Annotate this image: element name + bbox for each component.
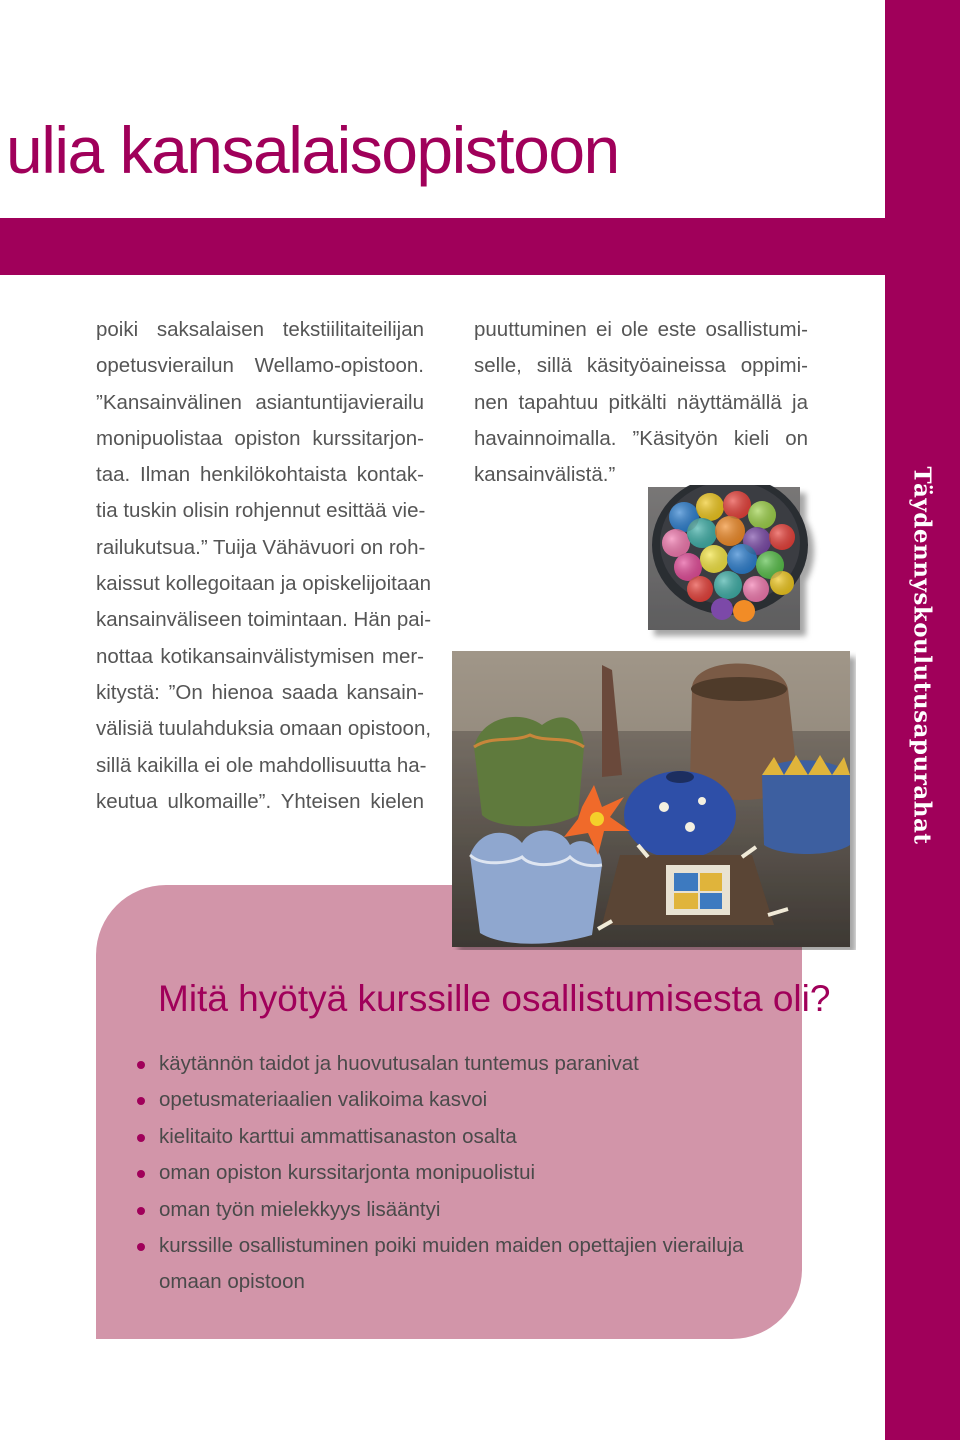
- benefit-text: oman opiston kurssitarjonta monipuolistui: [159, 1161, 536, 1185]
- left-line: taa. Ilman henkilökohtaista kontak-: [96, 463, 424, 487]
- right-line: puuttuminen ei ole este osallistumi-: [474, 318, 808, 341]
- felt-balls-photo: [648, 485, 808, 630]
- bullet-icon: [137, 1097, 145, 1105]
- benefit-item: [135, 1082, 785, 1118]
- left-line: keutua ulkomaille”. Yhteisen kielen: [96, 789, 424, 813]
- right-line: selle, sillä käsityöaineissa oppimi-: [474, 354, 808, 378]
- left-line: välisiä tuulahduksia omaan opistoon,: [96, 717, 432, 741]
- photo-collage: [452, 485, 856, 950]
- side-label-text: Täydennyskoulutusapurahat: [908, 465, 936, 845]
- benefits-list: [135, 1046, 785, 1301]
- bullet-icon: [137, 1243, 145, 1251]
- benefit-text: oman työn mielekkyys lisääntyi: [159, 1197, 441, 1221]
- left-line: opetusvierailun Wellamo-opistoon.: [96, 354, 424, 378]
- left-line: kitystä: ”On hienoa saada kansain-: [96, 680, 424, 704]
- page-title: ulia kansalaisopistoon: [6, 113, 619, 187]
- right-column: [474, 312, 808, 493]
- bullet-icon: [137, 1170, 145, 1178]
- left-line: poiki saksalaisen tekstiilitaiteilijan: [96, 318, 424, 341]
- title-band: [0, 218, 885, 275]
- left-line: monipuolistaa opiston kurssitarjon-: [96, 426, 424, 450]
- felt-vessels-photo: [452, 651, 850, 947]
- benefit-text: käytännön taidot ja huovutusalan tuntemus paranivat: [159, 1052, 639, 1075]
- bullet-icon: [137, 1207, 145, 1215]
- benefit-item: [135, 1119, 785, 1155]
- benefit-text: kielitaito karttui ammattisanaston osalta: [159, 1124, 517, 1148]
- right-line: nen tapahtuu pitkälti näyttämällä ja: [474, 390, 808, 414]
- left-line: sillä kaikilla ei ole mahdollisuutta ha-: [96, 753, 427, 777]
- benefit-text: opetusmateriaalien valikoima kasvoi: [159, 1088, 488, 1112]
- left-column: [96, 312, 432, 820]
- left-line: nottaa kotikansainvälistymisen mer-: [96, 644, 424, 668]
- benefit-item: [135, 1155, 785, 1191]
- left-line: ”Kansainvälinen asiantuntijavierailu: [96, 390, 424, 414]
- left-line: kansainväliseen toimintaan. Hän pai-: [96, 608, 432, 632]
- left-line: kaissut kollegoitaan ja opiskelijoitaan: [96, 572, 432, 596]
- left-line: railukutsua.” Tuija Vähävuori on roh-: [96, 535, 426, 559]
- right-line: kansainvälistä.”: [474, 463, 616, 487]
- benefits-heading: Mitä hyötyä kurssille osallistumisesta oli?: [158, 978, 831, 1019]
- bullet-icon: [137, 1061, 145, 1069]
- left-line: tia tuskin olisin rohjennut esittää vie-: [96, 499, 426, 523]
- benefit-item: [135, 1192, 785, 1228]
- felt-crafts-photo: [452, 485, 856, 950]
- right-line: havainnoimalla. ”Käsityön kieli on: [474, 426, 808, 450]
- bullet-icon: [137, 1134, 145, 1142]
- benefit-item: [135, 1046, 785, 1082]
- benefit-item: [135, 1228, 785, 1301]
- benefit-text: kurssille osallistuminen poiki muiden maiden opettajien vierailuja omaan opistoon: [159, 1234, 744, 1294]
- side-label: [907, 435, 937, 875]
